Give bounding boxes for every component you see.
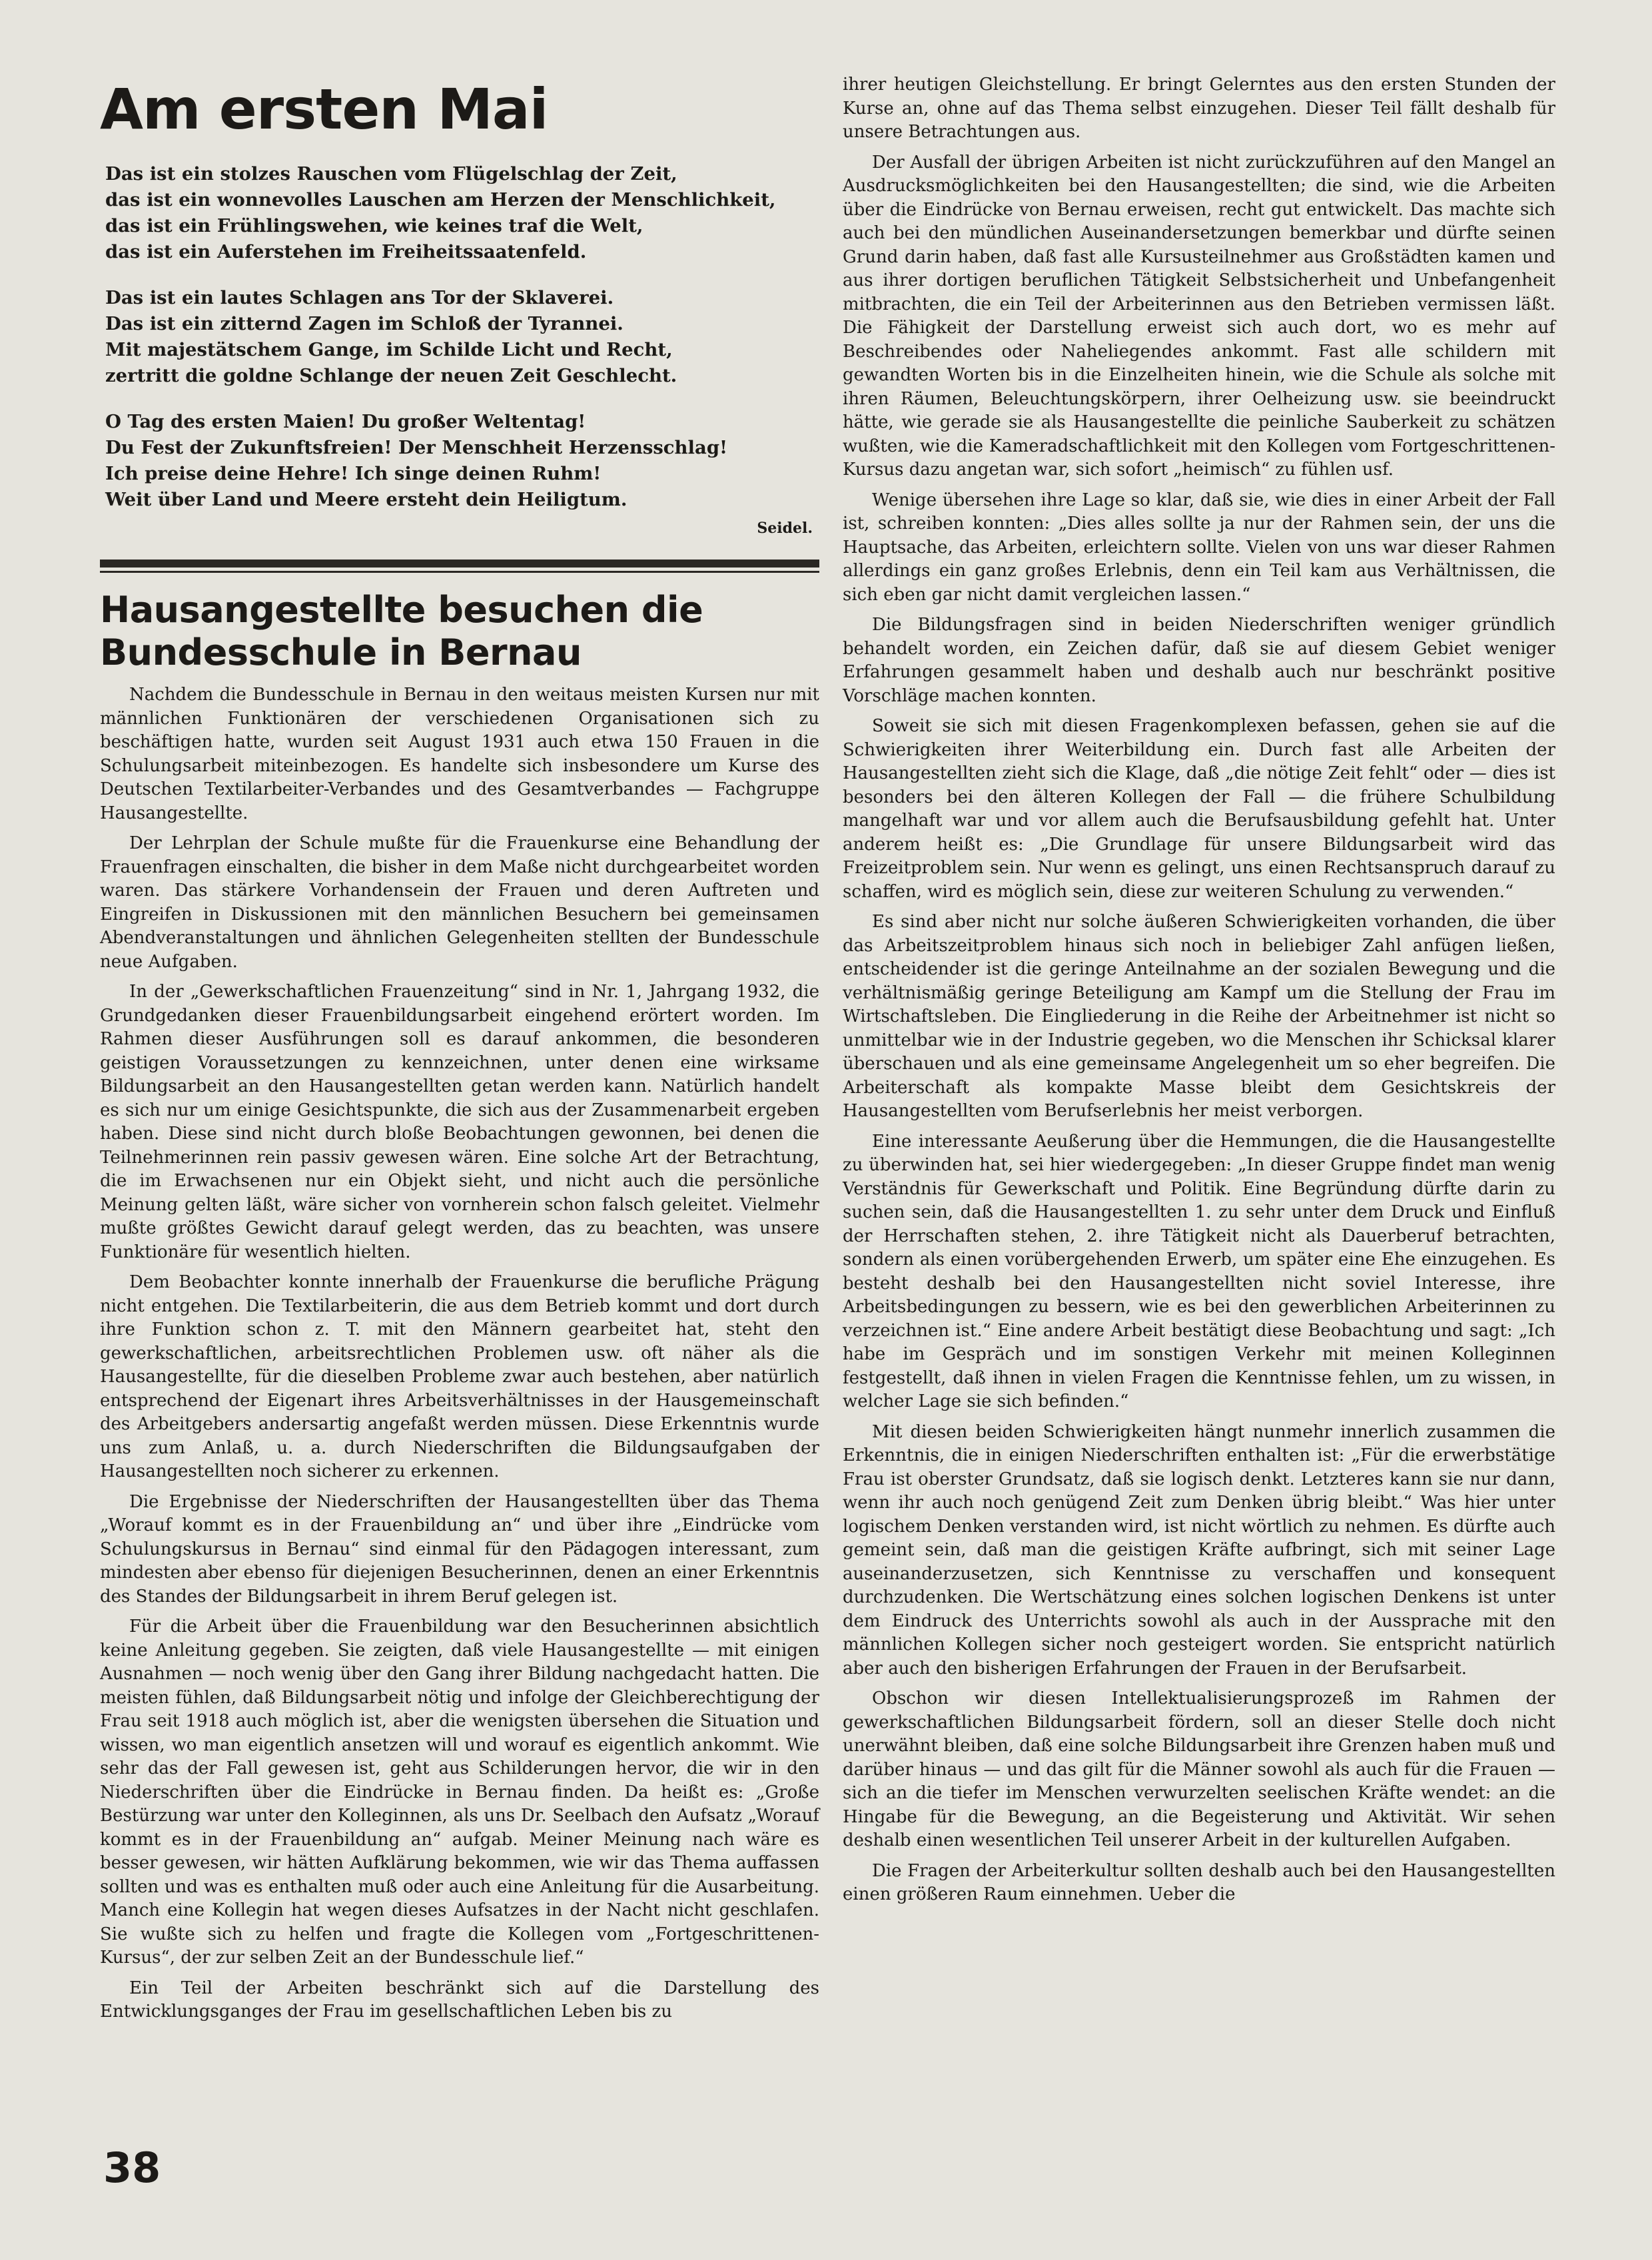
divider-thick-rule — [100, 560, 819, 567]
poem-verse: Du Fest der Zukunftsfreien! Der Menschheit Herzensschlag! — [105, 437, 728, 458]
poem-verse: Das ist ein zitternd Zagen im Schloß der Tyrannei. — [105, 313, 623, 334]
page-number: 38 — [103, 2143, 161, 2192]
article-paragraph: Die Bildungsfragen sind in beiden Niederschriften weniger gründlich behandelt worden, ein Zeichen dafür, daß sie auf diesem Gebiet weniger Erfahrungen gesammelt haben und deshalb auch nur beschränkt positive Vorschläge machen konnten. — [843, 615, 1555, 706]
article-paragraph: Es sind aber nicht nur solche äußeren Schwierigkeiten vorhanden, die über das Arbeitszeitproblem hinaus sich noch in beliebiger Zahl anfügen ließen, entscheidender ist die geringe Anteilnahme an der sozialen Bewegung und die verhältnismäßig geringe Beteiligung am Kampf um die Stellung der Frau im Wirtschaftsleben. Die Eingliederung in die Reihe der Arbeitnehmer ist nicht so unmittelbar wie in der Industrie gegeben, wo die Menschen ihr Schicksal klarer überschauen und als eine gemeinsame Angelegenheit um so eher begreifen. Die Arbeiterschaft als kompakte Masse bleibt dem Gesichtskreis der Hausangestellten vom Berufserlebnis her meist verborgen. — [843, 912, 1555, 1121]
section-divider — [100, 560, 819, 573]
article-paragraph: Eine interessante Aeußerung über die Hemmungen, die die Hausangestellte zu überwinden hat, sei hier wiedergegeben: „In dieser Gruppe findet man wenig Verständnis für Gewerkschaft und Politik. Eine Begründung dürfte darin zu suchen sein, daß die Hausangestellten 1. zu sehr unter dem Druck und Einfluß der Herrschaften stehen, 2. ihre Tätigkeit nicht als Dauerberuf betrachten, sondern als einen vorübergehenden Erwerb, um später eine Ehe einzugehen. Es besteht deshalb bei den Hausangestellten nicht soviel Interesse, ihre Arbeitsbedingungen zu bessern, wie es bei den gewerblichen Arbeiterinnen zu verzeichnen ist.“ Eine andere Arbeit bestätigt diese Beobachtung und sagt: „Ich habe im Gespräch und im sonstigen Verkehr mit meinen Kolleginnen festgestellt, daß ihnen in vielen Fragen die Kenntnisse fehlen, um zu wissen, in welcher Lage sie sich befinden.“ — [843, 1131, 1555, 1411]
left-column — [100, 73, 819, 2031]
article-paragraph: Mit diesen beiden Schwierigkeiten hängt nunmehr innerlich zusammen die Erkenntnis, die in einigen Niederschriften enthalten ist: „Für die erwerbstätige Frau ist oberster Grundsatz, daß sie logisch denkt. Letzteres kann sie nur dann, wenn ihr auch noch genügend Zeit zum Denken übrig bleibt.“ Was hier unter logischem Denken verstanden wird, ist nicht wörtlich zu nehmen. Es dürfte auch gemeint sein, daß man die geistigen Kräfte aufbringt, sich mit seiner Lage auseinanderzusetzen, sich Kenntnisse zu verschaffen und konsequent durchzudenken. Die Wertschätzung eines solchen logischen Denkens ist unter dem Eindruck des Unterrichts sowohl als auch in der Aussprache mit den männlichen Kollegen sicher noch gesteigert worden. Sie entspricht natürlich aber auch den bisherigen Erfahrungen der Frauen in der Berufsarbeit. — [843, 1421, 1555, 1679]
poem-stanza-1 — [105, 161, 819, 265]
article-paragraph: Die Fragen der Arbeiterkultur sollten deshalb auch bei den Hausangestellten einen größeren Raum einnehmen. Ueber die — [843, 1860, 1555, 1904]
poem-verse: Ich preise deine Hehre! Ich singe deinen Ruhm! — [105, 463, 602, 484]
article-paragraph: ihrer heutigen Gleichstellung. Er bringt Gelerntes aus den ersten Stunden der Kurse an, ohne auf das Thema selbst einzugehen. Dieser Teil fällt deshalb für unsere Betrachtungen aus. — [843, 75, 1555, 142]
article-paragraph: Die Ergebnisse der Niederschriften der Hausangestellten über das Thema „Worauf kommt es in der Frauenbildung an“ und über ihre „Eindrücke vom Schulungskursus in Bernau“ sind einmal für den Pädagogen interessant, zum mindesten aber ebenso für diejenigen Besucherinnen, denen an einer Erkenntnis des Standes der Bildungsarbeit in ihrem Beruf gelegen ist. — [100, 1491, 819, 1607]
divider-thin-rule — [100, 571, 819, 573]
article-paragraph: In der „Gewerkschaftlichen Frauenzeitung“ sind in Nr. 1, Jahrgang 1932, die Grundgedanken dieser Frauenbildungsarbeit eingehend erörtert worden. Im Rahmen dieser Ausführungen soll es darauf ankommen, die besonderen geistigen Voraussetzungen zu kennzeichnen, unter denen eine wirksame Bildungsarbeit an den Hausangestellten getan werden kann. Natürlich handelt es sich nur um einige Gesichtspunkte, die sich aus der Zusammenarbeit ergeben haben. Diese sind nicht durch bloße Beobachtungen gewonnen, bei denen die Teilnehmerinnen rein passiv gewesen wären. Eine solche Art der Betrachtung, die im Erwachsenen nur ein Objekt sieht, und nicht auch die persönliche Meinung gelten läßt, wäre sicher von vornherein schon falsch geleitet. Vielmehr mußte größtes Gewicht darauf gelegt werden, das zu beachten, was unsere Funktionäre für wesentlich hielten. — [100, 982, 819, 1262]
article-heading-line-1: Hausangestellte besuchen die — [100, 589, 703, 631]
article-heading-line-2: Bundesschule in Bernau — [100, 631, 582, 673]
poem-verse: Das ist ein lautes Schlagen ans Tor der Sklaverei. — [105, 287, 614, 308]
article-body-right — [843, 73, 1555, 1907]
poem-stanza-2 — [105, 285, 819, 389]
poem-verse: das ist ein Auferstehen im Freiheitssaatenfeld. — [105, 241, 587, 262]
article-paragraph: Dem Beobachter konnte innerhalb der Frauenkurse die berufliche Prägung nicht entgehen. Die Textilarbeiterin, die aus dem Betrieb kommt und dort durch ihre Funktion schon z. T. mit den Männern gearbeitet hat, steht den gewerkschaftlichen, arbeitsrechtlichen Problemen usw. oft näher als die Hausangestellte, für die dieselben Probleme zwar auch bestehen, aber natürlich entsprechend der Eigenart ihres Arbeitsverhältnisses in der Hausgemeinschaft des Arbeitgebers andersartig angefaßt werden müssen. Diese Erkenntnis wurde uns zum Anlaß, u. a. durch Niederschriften die Bildungsaufgaben der Hausangestellten noch sicherer zu erkennen. — [100, 1272, 819, 1481]
article-paragraph: Der Lehrplan der Schule mußte für die Frauenkurse eine Behandlung der Frauenfragen einschalten, die bisher in dem Maße nicht durchgearbeitet worden waren. Das stärkere Vorhandensein der Frauen und deren Auftreten und Eingreifen in Diskussionen mit den männlichen Besuchern bei gemeinsamen Abendveranstaltungen und ähnlichen Gelegenheiten stellten der Bundesschule neue Aufgaben. — [100, 833, 819, 972]
article-paragraph: Ein Teil der Arbeiten beschränkt sich auf die Darstellung des Entwicklungsganges der Frau im gesellschaftlichen Leben bis zu — [100, 1978, 819, 2022]
poem-verse: das ist ein Frühlingswehen, wie keines traf die Welt, — [105, 215, 643, 236]
right-column — [843, 73, 1555, 1914]
article-body-left — [100, 683, 819, 2024]
article-heading — [100, 589, 819, 674]
poem-verse: zertritt die goldne Schlange der neuen Zeit Geschlecht. — [105, 365, 677, 386]
poem-verse: Das ist ein stolzes Rauschen vom Flügelschlag der Zeit, — [105, 163, 677, 185]
article-paragraph: Für die Arbeit über die Frauenbildung war den Besucherinnen absichtlich keine Anleitung gegeben. Sie zeigten, daß viele Hausangestellte — mit einigen Ausnahmen — noch wenig über den Gang ihrer Bildung nachgedacht hatten. Die meisten fühlen, daß Bildungsarbeit nötig und infolge der Gleichberechtigung der Frau seit 1918 auch möglich ist, aber die wenigsten übersehen die Situation und wissen, wo man eigentlich ansetzen will und worauf es eigentlich ankommt. Wie sehr das der Fall gewesen ist, geht aus Schilderungen hervor, die wir in den Niederschriften über die Eindrücke in Bernau finden. Da heißt es: „Große Bestürzung war unter den Kolleginnen, als uns Dr. Seelbach den Aufsatz „Worauf kommt es in der Frauenbildung an“ aufgab. Meiner Meinung nach wäre es besser gewesen, wir hätten Aufklärung bekommen, wie wir das Thema auffassen sollten und was es enthalten muß oder auch eine Anleitung für die Ausarbeitung. Manch eine Kollegin hat wegen dieses Aufsatzes in der Nacht nicht geschlafen. Sie wußte sich zu helfen und fragte die Kollegen vom „Fortgeschrittenen-Kursus“, der zur selben Zeit an der Bundesschule lief.“ — [100, 1617, 819, 1968]
article-paragraph: Der Ausfall der übrigen Arbeiten ist nicht zurückzuführen auf den Mangel an Ausdrucksmöglichkeiten bei den Hausangestellten; die sind, wie die Arbeiten über die Eindrücke von Bernau erweisen, recht gut entwickelt. Das machte sich auch bei den mündlichen Auseinandersetzungen bemerkbar und dürfte seinen Grund darin haben, daß fast alle Kursusteilnehmer aus Großstädten kamen und aus ihrer dortigen beruflichen Tätigkeit Selbstsicherheit und Unbefangenheit mitbrachten, die ein Teil der Arbeiterinnen aus den Betrieben vermissen läßt. Die Fähigkeit der Darstellung erweist sich auch dort, wo es mehr auf Beschreibendes oder Naheliegendes ankommt. Fast alle schildern mit gewandten Worten bis in die Einzelheiten hinein, wie die Schule als solche mit ihren Räumen, Beleuchtungskörpern, ihrer Oelheizung usw. sie beeindruckt hätte, wie gerade sie als Hausangestellte die peinliche Sauberkeit zu schätzen wußten, wie die Kameradschaftlichkeit mit den Kollegen vom Fortgeschrittenen-Kursus dazu angetan war, sich sofort „heimisch“ zu fühlen usf. — [843, 152, 1555, 480]
article-paragraph: Obschon wir diesen Intellektualisierungsprozeß im Rahmen der gewerkschaftlichen Bildungsarbeit fördern, soll an dieser Stelle doch nicht unerwähnt bleiben, daß eine solche Bildungsarbeit ihre Grenzen haben muß und darüber hinaus — und das gilt für die Männer sowohl als auch für die Frauen — sich an die tiefer im Menschen verwurzelten seelischen Kräfte wendet: an die Hingabe für die Bewegung, an die Begeisterung und Aktivität. Wir sehen deshalb einen wesentlichen Teil unserer Arbeit in der kulturellen Aufgaben. — [843, 1689, 1555, 1850]
poem-verse: Weit über Land und Meere ersteht dein Heiligtum. — [105, 489, 627, 510]
poem-title: Am ersten Mai — [100, 77, 548, 142]
poem-verse: O Tag des ersten Maien! Du großer Weltentag! — [105, 411, 586, 432]
poem-verse: das ist ein wonnevolles Lauschen am Herzen der Menschlichkeit, — [105, 189, 776, 210]
article-paragraph: Wenige übersehen ihre Lage so klar, daß sie, wie dies in einer Arbeit der Fall ist, schreiben konnten: „Dies alles sollte ja nur der Rahmen sein, der uns die Hauptsache, das Arbeiten, erleichtern sollte. Vielen von uns war dieser Rahmen allerdings ein ganz großes Erlebnis, denn ein Teil kam aus Verhältnissen, die sich eben gar nicht damit vergleichen lassen.“ — [843, 490, 1555, 605]
article-paragraph: Soweit sie sich mit diesen Fragenkomplexen befassen, gehen sie auf die Schwierigkeiten ihrer Weiterbildung ein. Durch fast alle Arbeiten der Hausangestellten zieht sich die Klage, daß „die nötige Zeit fehlt“ oder — dies ist besonders bei den älteren Kollegen der Fall — die frühere Schulbildung mangelhaft war und vor allem auch die Berufsausbildung gefehlt hat. Unter anderem heißt es: „Die Grundlage für unsere Bildungsarbeit wird das Freizeitproblem sein. Nur wenn es gelingt, uns einen Rechtsanspruch darauf zu schaffen, wird es möglich sein, diese zur weiteren Schulung zu verwenden.“ — [843, 716, 1555, 902]
poem-stanza-3 — [105, 409, 819, 513]
poem-verse: Mit majestätschem Gange, im Schilde Licht und Recht, — [105, 339, 673, 360]
article-paragraph: Nachdem die Bundesschule in Bernau in den weitaus meisten Kursen nur mit männlichen Funktionären der verschiedenen Organisationen sich zu beschäftigen hatte, wurden seit August 1931 auch etwa 150 Frauen in die Schulungsarbeit miteinbezogen. Es handelte sich insbesondere um Kurse des Deutschen Textilarbeiter-Verbandes und des Gesamtverbandes — Fachgruppe Hausangestellte. — [100, 685, 819, 823]
poem-author: Seidel. — [757, 520, 813, 537]
poem — [105, 161, 819, 537]
